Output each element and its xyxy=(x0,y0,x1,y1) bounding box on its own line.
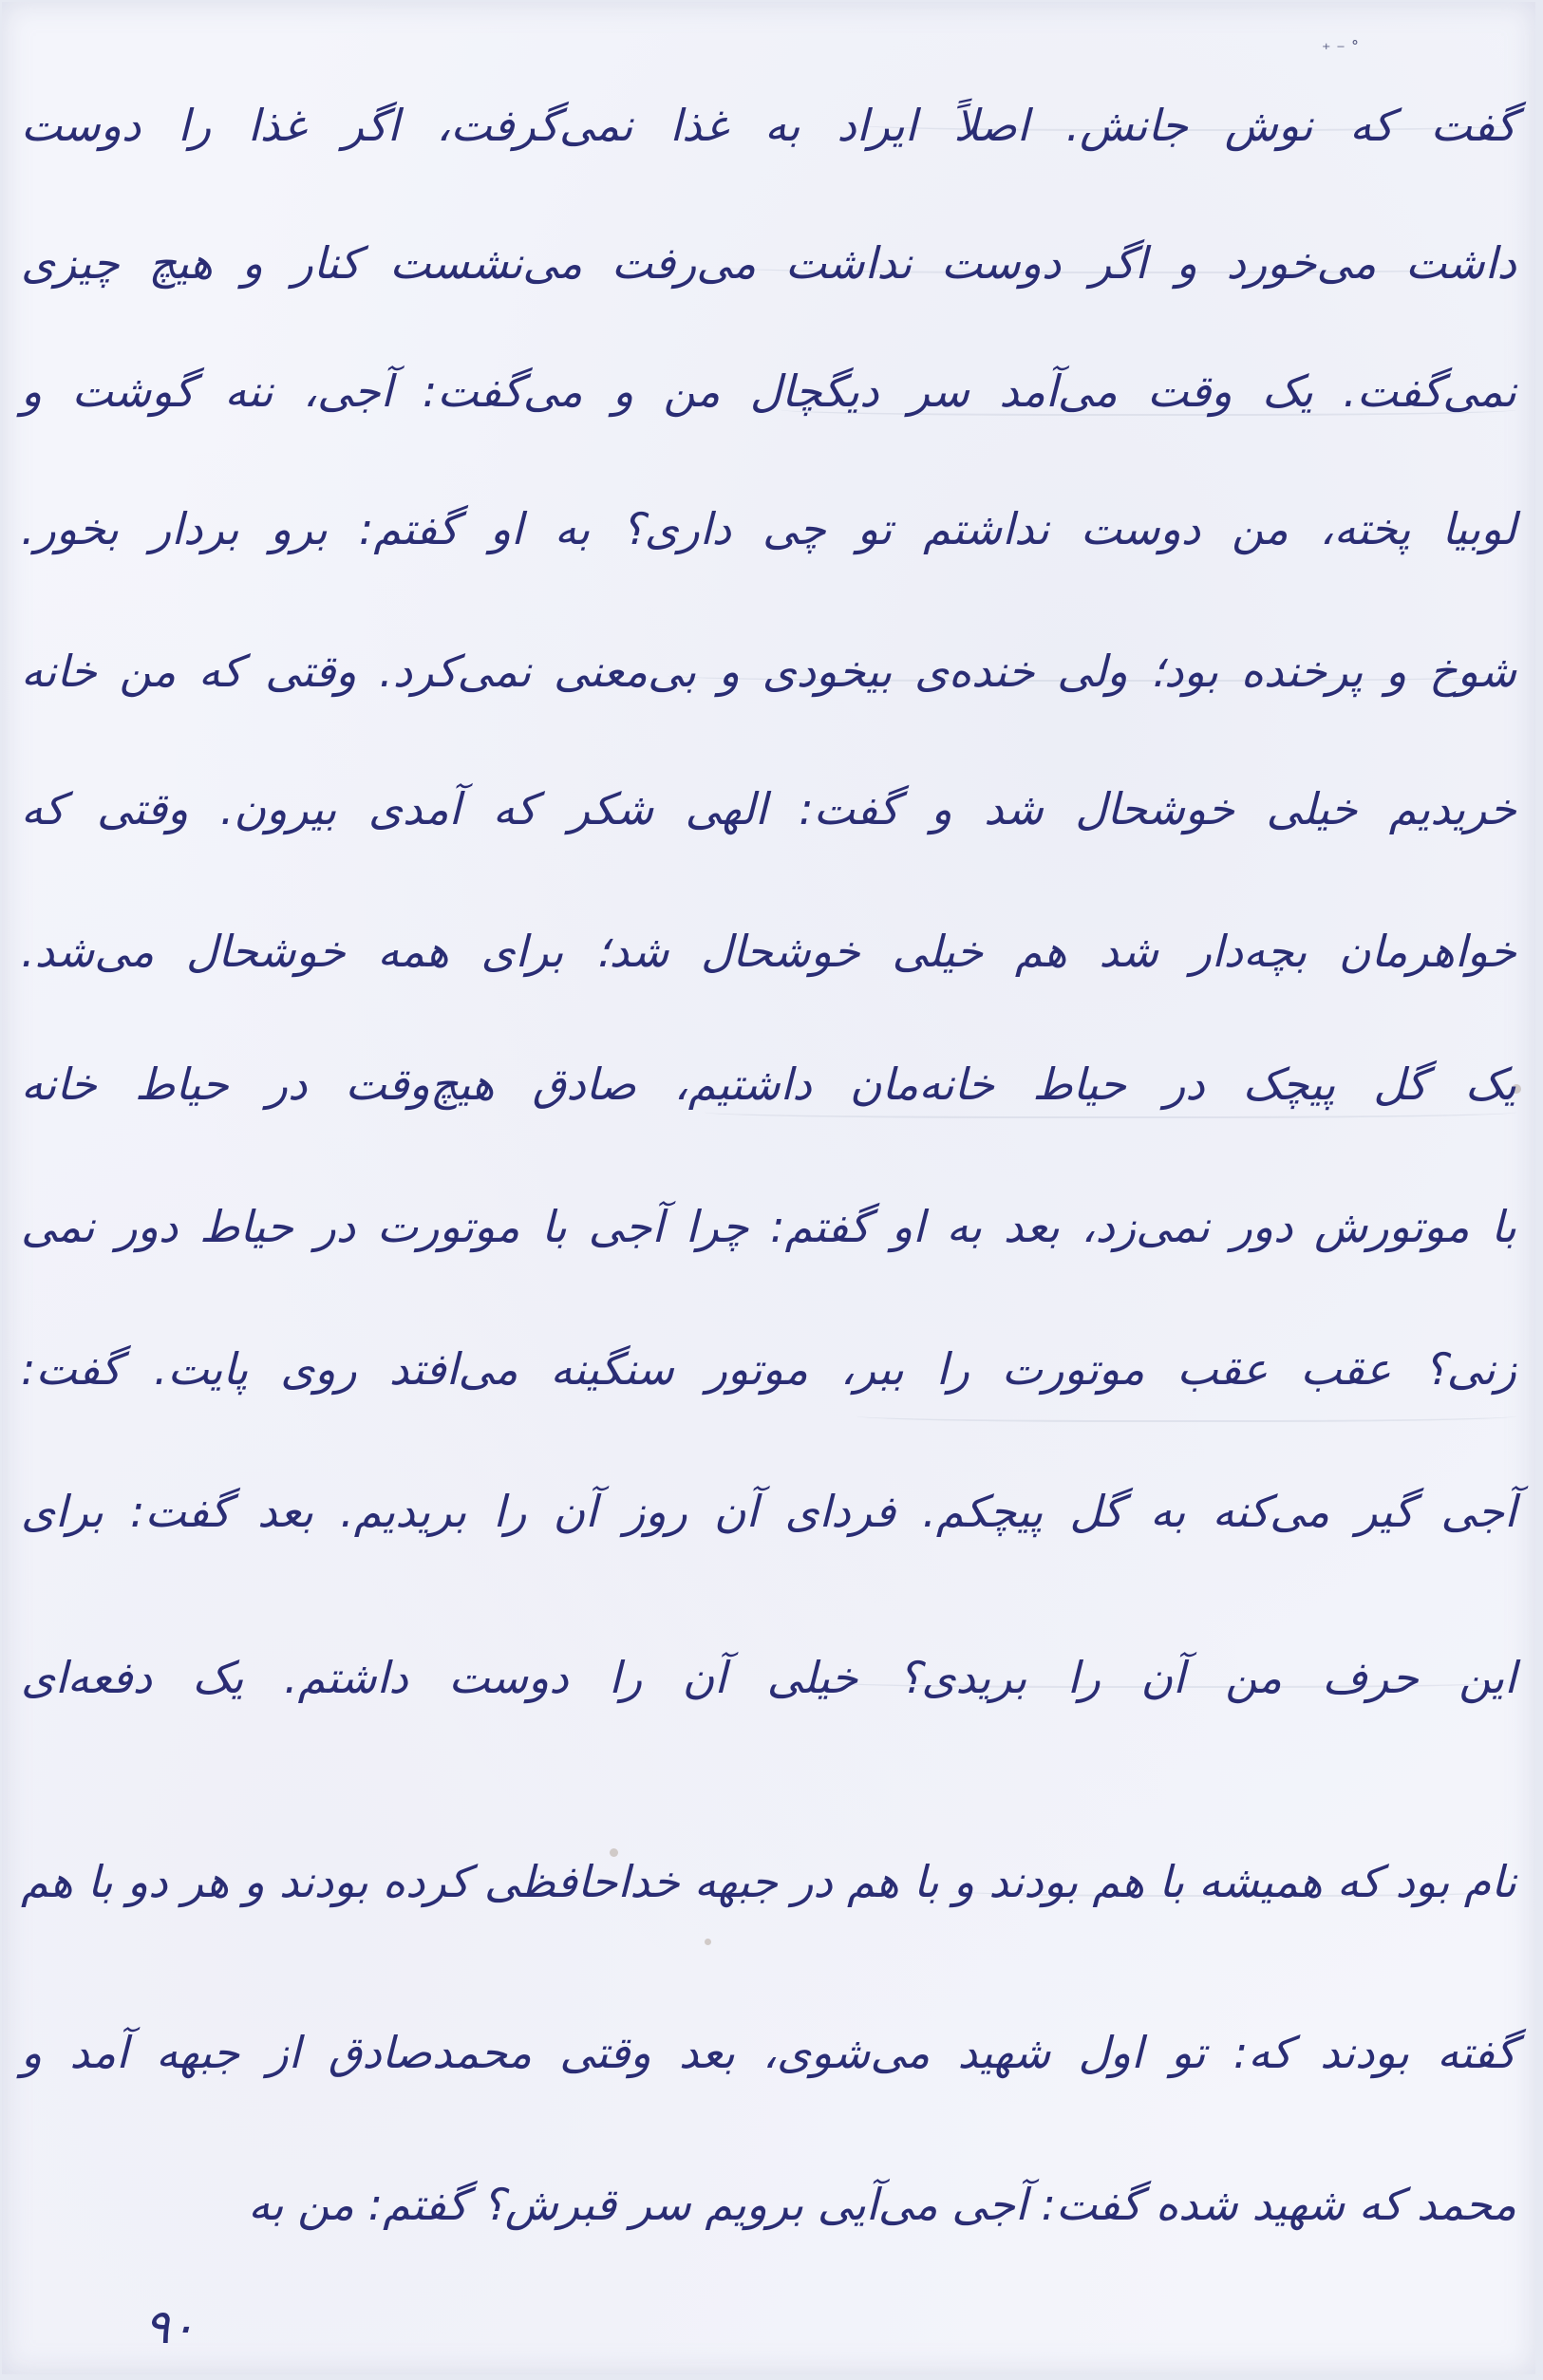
text-line: خواهرمان بچه‌دار شد هم خیلی خوشحال شد؛ برای همه خوشحال می‌شد. xyxy=(21,926,1516,977)
handwritten-page xyxy=(2,2,1535,2374)
text-line: با موتورش دور نمی‌زد، بعد به او گفتم: چرا آجی با موتورت در حیاط دور نمی‌ xyxy=(21,1201,1516,1252)
text-line: این حرف من آن را بریدی؟ خیلی آن را دوست داشتم. یک دفعه‌ای xyxy=(21,1652,1516,1703)
corner-mark: ⁺ ⁻ ˚ xyxy=(1322,40,1360,60)
page-number: ۹۰ xyxy=(144,2299,196,2354)
text-line: یک گل پیچک در حیاط خانه‌مان داشتیم، صادق هیچ‌وقت در حیاط خانه xyxy=(21,1059,1516,1110)
text-line: گفت که نوش جانش. اصلاً ایراد به غذا نمی‌گرفت، اگر غذا را دوست xyxy=(21,100,1516,151)
text-line: آجی گیر می‌کنه به گل پیچکم. فردای آن روز آن را بریدیم. بعد گفت: برای xyxy=(21,1486,1516,1537)
text-line: محمد که شهید شده گفت: آجی می‌آیی برویم سر قبرش؟ گفتم: من به xyxy=(248,2179,1516,2230)
text-line: زنی؟ عقب عقب موتورت را ببر، موتور سنگینه می‌افتد روی پایت. گفت: xyxy=(21,1343,1516,1395)
text-line: داشت می‌خورد و اگر دوست نداشت می‌رفت می‌نشست کنار و هیچ چیزی xyxy=(21,237,1516,289)
text-line: گفته بودند که: تو اول شهید می‌شوی، بعد وقتی محمدصادق از جبهه آمد و xyxy=(21,2027,1516,2078)
text-line: شوخ و پرخنده بود؛ ولی خنده‌ی بیخودی و بی‌معنی نمی‌کرد. وقتی که من خانه xyxy=(21,646,1516,697)
handwritten-text-block xyxy=(21,68,1516,2260)
text-line: خریدیم خیلی خوشحال شد و گفت: الهی شکر که آمدی بیرون. وقتی که xyxy=(21,783,1516,834)
text-line: لوبیا پخته، من دوست نداشتم تو چی داری؟ به او گفتم: برو بردار بخور. xyxy=(21,503,1516,554)
text-line: نام بود که همیشه با هم بودند و با هم در جبهه خداحافظی کرده بودند و هر دو با هم xyxy=(21,1856,1516,1907)
text-line: نمی‌گفت. یک وقت می‌آمد سر دیگچال من و می‌گفت: آجی، ننه گوشت و xyxy=(21,365,1516,417)
